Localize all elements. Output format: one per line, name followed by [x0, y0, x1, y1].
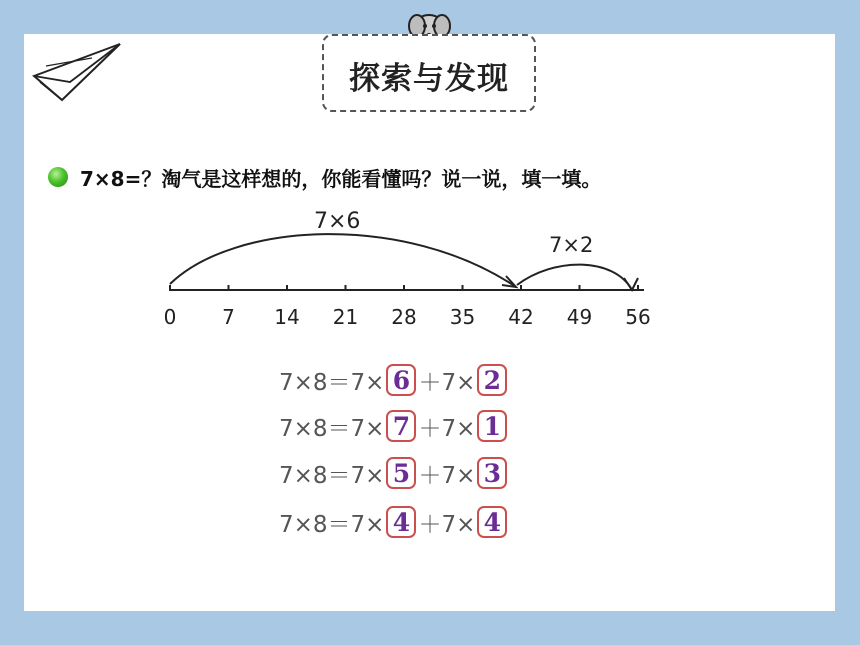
equation-plus: ＋7×: [418, 415, 476, 442]
tick-label: 7: [222, 305, 235, 329]
equation-row: [279, 502, 509, 542]
equation-prefix: 7×8＝7×: [279, 369, 385, 396]
paper-plane-icon: [32, 42, 124, 104]
tick-label: 21: [332, 305, 359, 329]
arc-label-7x6: 7×6: [314, 209, 361, 234]
number-line: [154, 192, 684, 337]
equation-prefix: 7×8＝7×: [279, 511, 385, 538]
slide: [24, 34, 835, 611]
answer-box-second[interactable]: 3: [477, 457, 507, 489]
equation-plus: ＋7×: [418, 462, 476, 489]
tick-label: 14: [274, 305, 300, 329]
tick-label: 42: [508, 305, 534, 329]
equation-prefix: 7×8＝7×: [279, 415, 385, 442]
equation-prefix: 7×8＝7×: [279, 462, 385, 489]
answer-box-first[interactable]: 4: [386, 506, 416, 538]
answer-box-first[interactable]: 7: [386, 410, 416, 442]
answer-box-second[interactable]: 1: [477, 410, 507, 442]
equation-row: [279, 360, 509, 400]
tick-label: 0: [163, 305, 177, 329]
equation-plus: ＋7×: [418, 369, 476, 396]
arc-label-7x2: 7×2: [549, 233, 594, 257]
tick-label: 49: [566, 305, 593, 329]
answer-box-second[interactable]: 4: [477, 506, 507, 538]
arrow-head-icon: [624, 278, 638, 290]
equation-plus: ＋7×: [418, 511, 476, 538]
tick-label: 35: [449, 305, 476, 329]
answer-box-second[interactable]: 2: [477, 364, 507, 396]
question-line: [48, 160, 601, 194]
page-title: 探索与发现: [349, 60, 509, 97]
arc-7x6: [170, 234, 516, 287]
answer-box-first[interactable]: 5: [386, 457, 416, 489]
answer-box-first[interactable]: 6: [386, 364, 416, 396]
arc-7x2: [517, 265, 632, 290]
equation-row: [279, 453, 509, 493]
tick-label: 56: [625, 305, 651, 329]
green-bullet-icon: [48, 167, 68, 187]
equation-row: [279, 406, 509, 446]
question-text: 7×8=？淘气是这样想的，你能看懂吗？说一说，填一填。: [80, 166, 602, 191]
title-banner: [322, 34, 536, 112]
tick-label: 28: [391, 305, 417, 329]
